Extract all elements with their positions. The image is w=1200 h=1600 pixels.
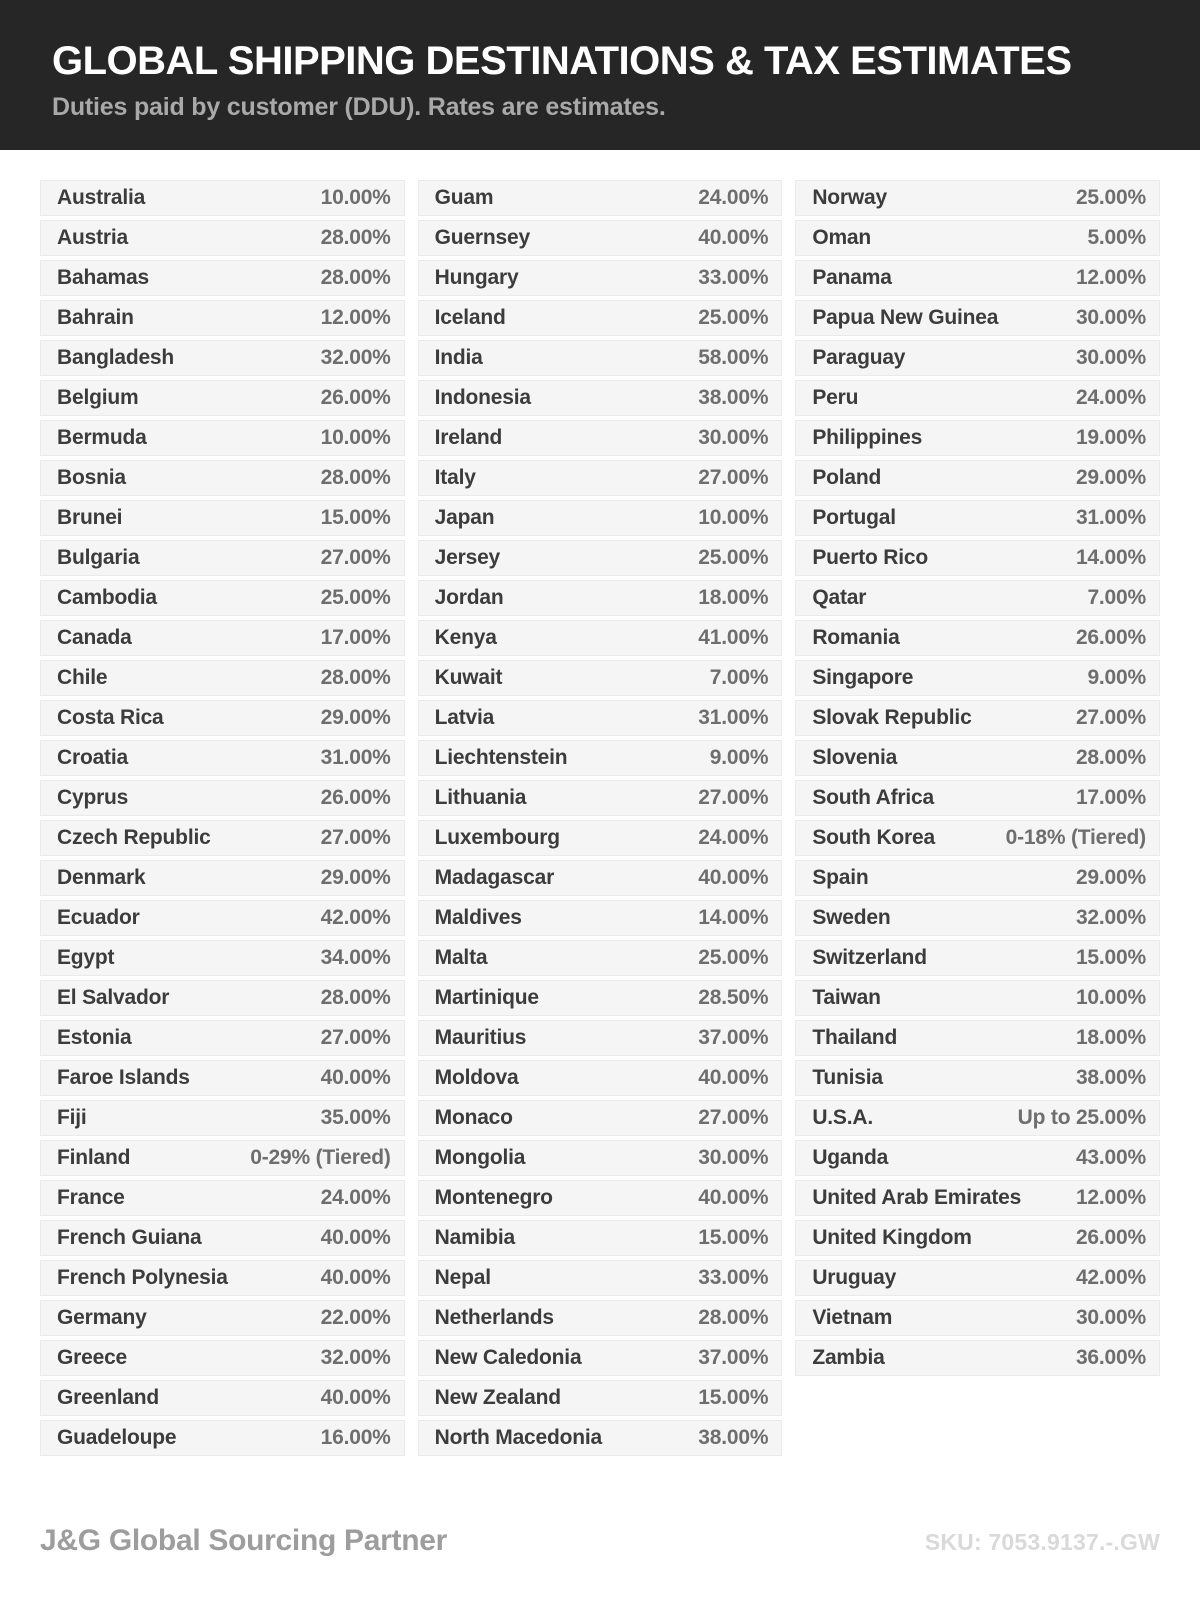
table-row [418, 620, 783, 656]
tax-rate-value: 40.00% [698, 1066, 769, 1089]
tax-rate-value: 26.00% [1075, 1226, 1146, 1249]
country-name: Nepal [434, 1266, 491, 1289]
country-name: Panama [812, 266, 892, 289]
table-row [795, 980, 1160, 1016]
table-row [418, 340, 783, 376]
tax-rate-value: 28.00% [698, 1306, 769, 1329]
table-row [418, 820, 783, 856]
tax-rate-value: 30.00% [1075, 346, 1146, 369]
table-row [795, 460, 1160, 496]
tax-rate-value: 36.00% [1075, 1346, 1146, 1369]
table-row [40, 380, 405, 416]
country-name: Papua New Guinea [812, 306, 999, 329]
table-row [418, 1100, 783, 1136]
table-row [795, 940, 1160, 976]
country-name: Finland [57, 1146, 131, 1169]
table-row [40, 1220, 405, 1256]
tax-rate-value: 29.00% [1075, 466, 1146, 489]
country-name: Spain [812, 866, 869, 889]
tax-rate-value: 14.00% [1075, 546, 1146, 569]
table-row [40, 1300, 405, 1336]
tax-rate-value: 15.00% [698, 1226, 769, 1249]
table-row [795, 620, 1160, 656]
country-name: United Arab Emirates [812, 1186, 1022, 1209]
table-row [40, 1020, 405, 1056]
country-name: Fiji [57, 1106, 87, 1129]
tax-rate-value: 40.00% [320, 1226, 391, 1249]
table-row [795, 1300, 1160, 1336]
country-name: Ireland [434, 426, 503, 449]
country-name: Taiwan [812, 986, 881, 1009]
table-row [418, 1060, 783, 1096]
tax-rate-value: 7.00% [709, 666, 769, 689]
country-name: Liechtenstein [434, 746, 568, 769]
country-name: Romania [812, 626, 900, 649]
tax-rate-value: 18.00% [698, 586, 769, 609]
table-row [418, 380, 783, 416]
country-name: El Salvador [57, 986, 170, 1009]
tax-rate-value: 30.00% [1075, 306, 1146, 329]
table-row [418, 740, 783, 776]
tax-rate-value: 41.00% [698, 626, 769, 649]
tax-rate-value: 9.00% [1087, 666, 1146, 689]
tax-rate-value: 31.00% [1075, 506, 1146, 529]
rate-column [40, 180, 405, 1460]
tax-rate-value: 40.00% [698, 1186, 769, 1209]
table-row [795, 180, 1160, 216]
country-name: Guadeloupe [57, 1426, 177, 1449]
tax-rate-value: 10.00% [320, 186, 391, 209]
tax-rate-value: 27.00% [320, 826, 391, 849]
table-row [40, 1420, 405, 1456]
tax-rate-value: 24.00% [320, 1186, 391, 1209]
country-name: Uganda [812, 1146, 889, 1169]
country-name: Japan [434, 506, 495, 529]
table-row [418, 660, 783, 696]
country-name: Brunei [57, 506, 123, 529]
country-name: Egypt [57, 946, 115, 969]
table-row [418, 1300, 783, 1336]
table-row [418, 1260, 783, 1296]
tax-rate-value: 29.00% [320, 706, 391, 729]
tax-rate-value: 40.00% [320, 1266, 391, 1289]
tax-rate-value: 31.00% [698, 706, 769, 729]
country-name: Bahamas [57, 266, 149, 289]
country-name: Kenya [434, 626, 497, 649]
country-name: New Caledonia [434, 1346, 582, 1369]
header-banner [0, 0, 1200, 150]
table-row [40, 460, 405, 496]
tax-rate-value: 32.00% [1075, 906, 1146, 929]
country-name: New Zealand [434, 1386, 561, 1409]
table-row [795, 420, 1160, 456]
tax-rate-value: 24.00% [698, 186, 769, 209]
country-name: Jordan [434, 586, 504, 609]
table-row [418, 780, 783, 816]
country-name: Cyprus [57, 786, 129, 809]
country-name: Slovenia [812, 746, 898, 769]
table-row [418, 260, 783, 296]
table-row [40, 860, 405, 896]
tax-rate-value: 28.00% [320, 986, 391, 1009]
tax-rate-value: 37.00% [698, 1026, 769, 1049]
country-name: U.S.A. [812, 1106, 873, 1129]
table-row [418, 700, 783, 736]
country-name: Indonesia [434, 386, 531, 409]
tax-rate-value: 29.00% [320, 866, 391, 889]
table-row [795, 860, 1160, 896]
country-name: Norway [812, 186, 887, 209]
page-title: GLOBAL SHIPPING DESTINATIONS & TAX ESTIMATES [52, 39, 1072, 83]
sku-label: SKU: 7053.9137.-.GW [924, 1529, 1160, 1555]
table-row [418, 980, 783, 1016]
table-row [40, 1340, 405, 1376]
table-row [795, 260, 1160, 296]
country-name: Namibia [434, 1226, 515, 1249]
table-row [40, 500, 405, 536]
tax-rate-value: 28.00% [320, 666, 391, 689]
table-row [40, 660, 405, 696]
tax-rate-value: 32.00% [320, 346, 391, 369]
tax-rate-value: 28.50% [698, 986, 769, 1009]
country-name: Luxembourg [434, 826, 560, 849]
table-row [418, 500, 783, 536]
country-name: Estonia [57, 1026, 132, 1049]
country-name: Cambodia [57, 586, 157, 609]
table-row [795, 540, 1160, 576]
tax-rate-value: 27.00% [320, 1026, 391, 1049]
table-row [40, 780, 405, 816]
tax-rate-value: 29.00% [1075, 866, 1146, 889]
tax-rate-value: 38.00% [698, 386, 769, 409]
country-name: Martinique [434, 986, 539, 1009]
table-row [40, 700, 405, 736]
table-row [40, 1060, 405, 1096]
tax-rate-value: 40.00% [320, 1386, 391, 1409]
table-row [40, 580, 405, 616]
country-name: Uruguay [812, 1266, 897, 1289]
table-row [40, 1380, 405, 1416]
country-name: Mauritius [434, 1026, 527, 1049]
tax-rate-value: 25.00% [320, 586, 391, 609]
country-name: Philippines [812, 426, 923, 449]
tax-rate-value: 0-29% (Tiered) [250, 1146, 391, 1169]
tax-rate-value: 34.00% [320, 946, 391, 969]
country-name: Montenegro [434, 1186, 553, 1209]
table-row [40, 220, 405, 256]
tax-rate-value: 42.00% [320, 906, 391, 929]
table-row [795, 700, 1160, 736]
brand-name: J&G Global Sourcing Partner [40, 1524, 447, 1557]
tax-rate-value: 5.00% [1087, 226, 1146, 249]
tax-rate-value: 31.00% [320, 746, 391, 769]
tax-rate-value: 33.00% [698, 266, 769, 289]
tax-rate-value: 14.00% [698, 906, 769, 929]
country-name: Guam [434, 186, 494, 209]
tax-rate-value: 28.00% [1075, 746, 1146, 769]
table-row [40, 1180, 405, 1216]
country-name: Denmark [57, 866, 146, 889]
footer [40, 1524, 1160, 1558]
country-name: Czech Republic [57, 826, 211, 849]
tax-rate-value: 27.00% [698, 1106, 769, 1129]
country-name: Hungary [434, 266, 519, 289]
country-name: Maldives [434, 906, 522, 929]
table-row [795, 1260, 1160, 1296]
table-row [795, 780, 1160, 816]
table-row [795, 220, 1160, 256]
table-row [40, 420, 405, 456]
table-row [795, 340, 1160, 376]
table-row [40, 740, 405, 776]
country-name: French Guiana [57, 1226, 202, 1249]
tax-rate-value: 58.00% [698, 346, 769, 369]
country-name: Vietnam [812, 1306, 893, 1329]
tax-rate-value: 10.00% [1075, 986, 1146, 1009]
table-row [418, 1180, 783, 1216]
tax-rate-value: 25.00% [698, 306, 769, 329]
tax-rate-value: 12.00% [1075, 1186, 1146, 1209]
tax-rate-value: 19.00% [1075, 426, 1146, 449]
tax-rate-value: 27.00% [698, 786, 769, 809]
tax-rate-value: 26.00% [1075, 626, 1146, 649]
table-row [795, 900, 1160, 936]
country-name: Sweden [812, 906, 891, 929]
table-row [40, 300, 405, 336]
tax-rate-value: 18.00% [1075, 1026, 1146, 1049]
tax-rate-value: 30.00% [698, 1146, 769, 1169]
country-name: Australia [57, 186, 146, 209]
country-name: Bulgaria [57, 546, 140, 569]
tax-rate-value: 27.00% [320, 546, 391, 569]
table-row [40, 180, 405, 216]
table-row [418, 300, 783, 336]
table-row [40, 620, 405, 656]
table-row [40, 260, 405, 296]
tax-rate-value: 40.00% [320, 1066, 391, 1089]
tax-rate-value: 43.00% [1075, 1146, 1146, 1169]
table-row [795, 380, 1160, 416]
country-name: Ecuador [57, 906, 140, 929]
tax-rate-value: 15.00% [698, 1386, 769, 1409]
tax-rate-value: 26.00% [320, 386, 391, 409]
table-row [418, 1420, 783, 1456]
country-name: Madagascar [434, 866, 555, 889]
tax-rate-value: 10.00% [320, 426, 391, 449]
country-name: Monaco [434, 1106, 513, 1129]
country-name: Paraguay [812, 346, 906, 369]
tax-rate-value: 12.00% [1075, 266, 1146, 289]
country-name: Oman [812, 226, 872, 249]
table-row [40, 1260, 405, 1296]
table-row [418, 580, 783, 616]
table-row [795, 580, 1160, 616]
table-row [795, 1140, 1160, 1176]
tax-rate-value: 25.00% [1075, 186, 1146, 209]
country-name: Lithuania [434, 786, 527, 809]
tax-rate-value: 26.00% [320, 786, 391, 809]
rate-column [418, 180, 783, 1460]
country-name: Croatia [57, 746, 128, 769]
table-row [40, 980, 405, 1016]
tax-rate-value: 28.00% [320, 466, 391, 489]
table-row [40, 1140, 405, 1176]
tax-rate-value: 25.00% [698, 946, 769, 969]
country-name: French Polynesia [57, 1266, 228, 1289]
tax-rate-value: 17.00% [320, 626, 391, 649]
table-row [40, 340, 405, 376]
table-row [418, 1020, 783, 1056]
table-row [795, 820, 1160, 856]
table-row [40, 940, 405, 976]
tax-rate-value: 28.00% [320, 266, 391, 289]
country-name: Guernsey [434, 226, 530, 249]
tax-rate-value: 37.00% [698, 1346, 769, 1369]
table-row [418, 1340, 783, 1376]
table-row [795, 1100, 1160, 1136]
country-name: Latvia [434, 706, 495, 729]
tax-rate-value: 16.00% [320, 1426, 391, 1449]
table-row [795, 1220, 1160, 1256]
country-name: Bosnia [57, 466, 126, 489]
country-name: Bermuda [57, 426, 147, 449]
table-row [40, 900, 405, 936]
country-name: Tunisia [812, 1066, 883, 1089]
table-row [795, 300, 1160, 336]
tax-rate-value: 35.00% [320, 1106, 391, 1129]
table-row [40, 1100, 405, 1136]
country-name: Costa Rica [57, 706, 164, 729]
table-row [40, 540, 405, 576]
country-name: Switzerland [812, 946, 927, 969]
table-row [795, 1060, 1160, 1096]
tax-rate-value: 42.00% [1075, 1266, 1146, 1289]
country-name: Malta [434, 946, 488, 969]
table-row [418, 460, 783, 496]
country-name: Qatar [812, 586, 867, 609]
tax-rate-value: 40.00% [698, 226, 769, 249]
country-name: Singapore [812, 666, 914, 689]
country-name: Greece [57, 1346, 128, 1369]
table-row [795, 1020, 1160, 1056]
country-name: Slovak Republic [812, 706, 972, 729]
country-name: France [57, 1186, 125, 1209]
tax-rate-value: 24.00% [1075, 386, 1146, 409]
table-row [418, 1220, 783, 1256]
tax-rate-value: 38.00% [698, 1426, 769, 1449]
table-row [418, 860, 783, 896]
tax-rate-table [40, 180, 1160, 1460]
country-name: Jersey [434, 546, 501, 569]
country-name: Portugal [812, 506, 896, 529]
table-row [418, 900, 783, 936]
tax-rate-value: 25.00% [698, 546, 769, 569]
table-row [418, 180, 783, 216]
tax-rate-value: 15.00% [320, 506, 391, 529]
country-name: South Korea [812, 826, 935, 849]
country-name: Faroe Islands [57, 1066, 190, 1089]
tax-rate-value: 38.00% [1075, 1066, 1146, 1089]
country-name: India [434, 346, 483, 369]
country-name: Moldova [434, 1066, 519, 1089]
table-row [795, 1180, 1160, 1216]
country-name: Greenland [57, 1386, 160, 1409]
tax-rate-value: 27.00% [698, 466, 769, 489]
country-name: Puerto Rico [812, 546, 928, 569]
table-row [40, 820, 405, 856]
table-row [795, 1340, 1160, 1376]
country-name: Germany [57, 1306, 147, 1329]
country-name: Mongolia [434, 1146, 526, 1169]
page-subtitle: Duties paid by customer (DDU). Rates are estimates. [52, 93, 666, 121]
tax-rate-value: 27.00% [1075, 706, 1146, 729]
tax-rate-value: 0-18% (Tiered) [1005, 826, 1146, 849]
country-name: Thailand [812, 1026, 898, 1049]
tax-rate-value: 24.00% [698, 826, 769, 849]
country-name: Austria [57, 226, 128, 249]
tax-rate-value: 7.00% [1087, 586, 1146, 609]
country-name: Netherlands [434, 1306, 554, 1329]
table-row [795, 660, 1160, 696]
tax-rate-value: 30.00% [1075, 1306, 1146, 1329]
table-row [418, 1380, 783, 1416]
country-name: Belgium [57, 386, 139, 409]
country-name: Poland [812, 466, 882, 489]
tax-rate-value: 10.00% [698, 506, 769, 529]
country-name: Peru [812, 386, 859, 409]
table-row [418, 940, 783, 976]
country-name: Bangladesh [57, 346, 175, 369]
table-row [418, 420, 783, 456]
tax-rate-value: 15.00% [1075, 946, 1146, 969]
table-row [795, 500, 1160, 536]
tax-rate-value: 17.00% [1075, 786, 1146, 809]
tax-rate-value: 12.00% [320, 306, 391, 329]
country-name: South Africa [812, 786, 934, 809]
country-name: Bahrain [57, 306, 134, 329]
tax-rate-value: 40.00% [698, 866, 769, 889]
table-row [795, 740, 1160, 776]
tax-rate-value: 32.00% [320, 1346, 391, 1369]
tax-rate-value: 30.00% [698, 426, 769, 449]
country-name: Zambia [812, 1346, 885, 1369]
table-row [418, 540, 783, 576]
country-name: Italy [434, 466, 476, 489]
tax-rate-value: Up to 25.00% [1017, 1106, 1146, 1129]
tax-rate-value: 22.00% [320, 1306, 391, 1329]
country-name: North Macedonia [434, 1426, 603, 1449]
tax-rate-value: 9.00% [709, 746, 769, 769]
country-name: Kuwait [434, 666, 503, 689]
tax-rate-value: 33.00% [698, 1266, 769, 1289]
table-row [418, 1140, 783, 1176]
country-name: Chile [57, 666, 108, 689]
rate-column [795, 180, 1160, 1380]
tax-rate-value: 28.00% [320, 226, 391, 249]
table-row [418, 220, 783, 256]
country-name: United Kingdom [812, 1226, 972, 1249]
country-name: Iceland [434, 306, 506, 329]
country-name: Canada [57, 626, 132, 649]
